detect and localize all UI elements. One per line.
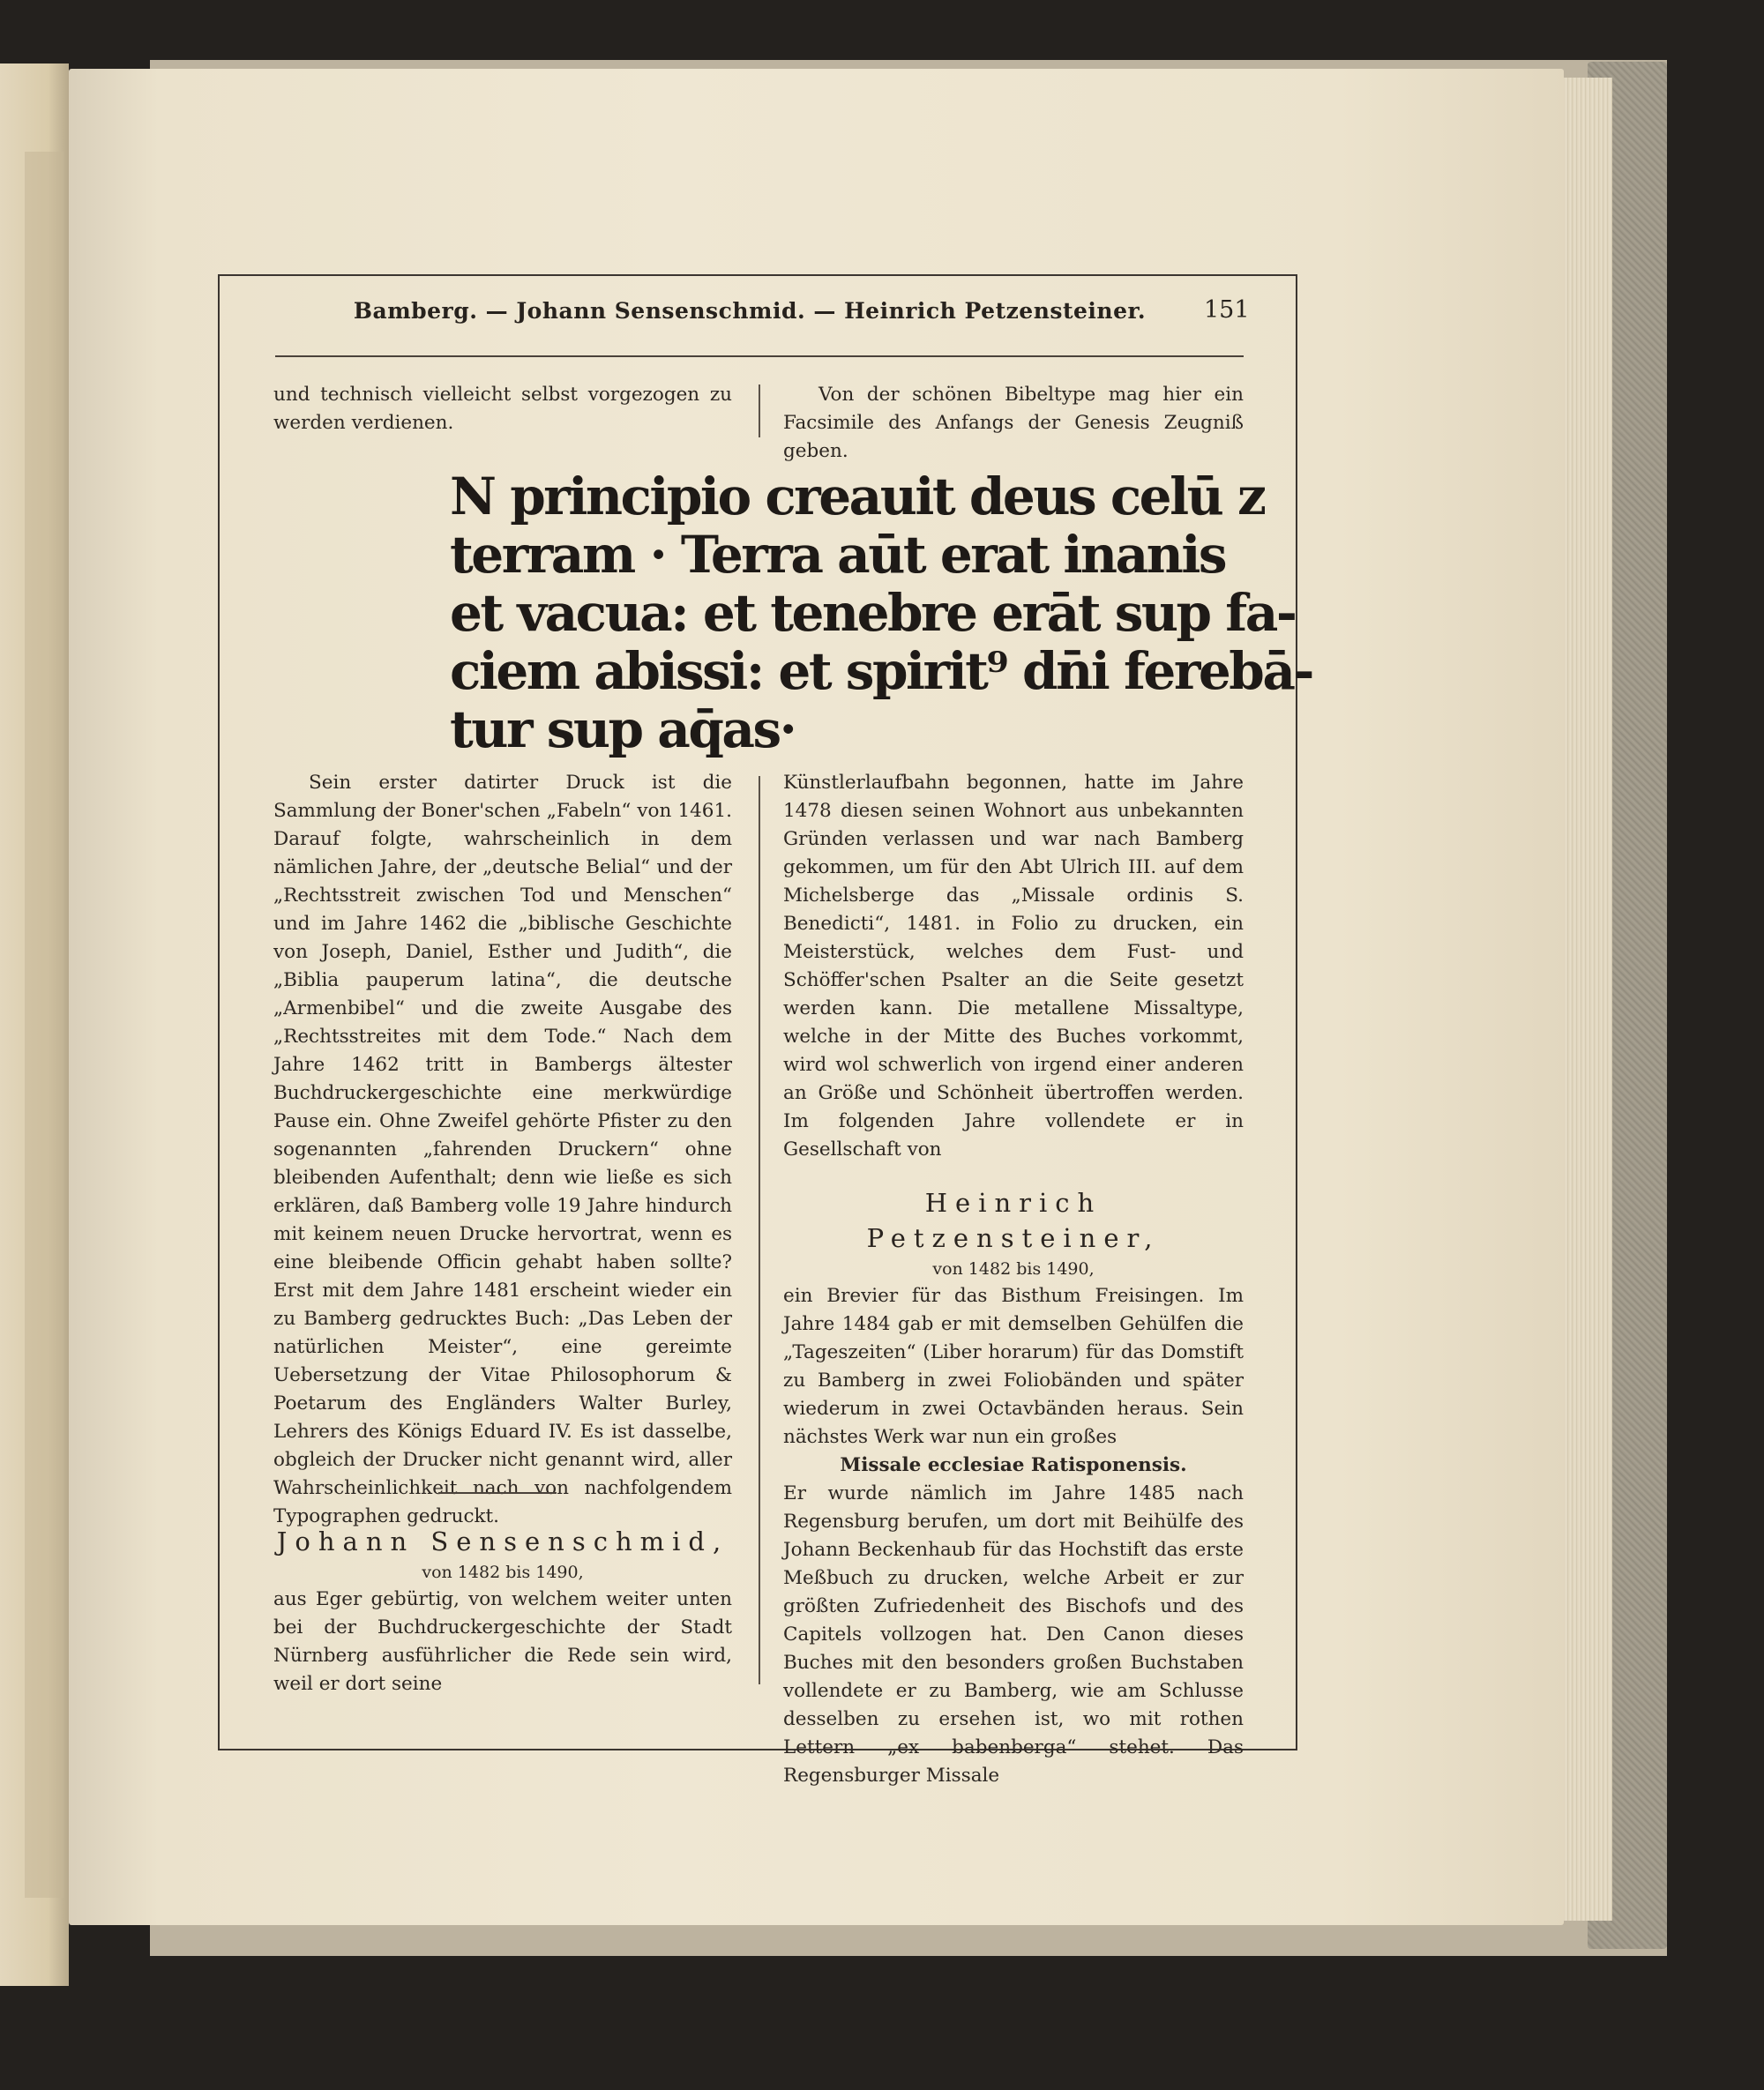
section-text-sensenschmid: aus Eger gebürtig, von welchem weiter unten bei der Buchdruckergeschichte der Stadt Nürnberg ausführlicher die Rede sein wird, weil er dort seine [273,1588,732,1695]
column-divider [759,776,760,1684]
top-left-paragraph: und technisch vielleicht selbst vorgezogen zu werden verdienen. [273,384,732,434]
top-right-text [783,381,1244,466]
top-right-paragraph: Von der schönen Bibeltype mag hier ein Facsimile des Anfangs der Genesis Zeugniß geben. [783,384,1244,462]
right-paragraph: Künstlerlaufbahn begonnen, hatte im Jahre 1478 diesen seinen Wohnort aus unbekannten Gründen verlassen und war nach Bamberg gekommen, um für den Abt Ulrich III. auf dem Michelsberge das „Missale ordinis S. Benedicti“, 1481. in Folio zu drucken, ein Meisterstück, welches dem Fust- und Schöffer'schen Psalter an die Seite gesetzt werden kann. Die metallene Missaltype, welche in der Mitte des Buches vorkommt, wird wol schwerlich von irgend einer anderen an Größe und Schönheit übertroffen werden. Im folgenden Jahre vollendete er in Gesellschaft von [783,772,1244,1161]
right-closing-text: Er wurde nämlich im Jahre 1485 nach Regensburg berufen, um dort mit Beihülfe des Johann Beckenhaub für das Hochstift das erste Meßbuch zu drucken, welche Arbeit er zur größten Zufriedenheit des Bischofs und des Capitels vollzogen hat. Den Canon dieses Buches mit den besonders großen Buchstaben vollendete er zu Bamberg, wie am Schlusse desselben zu ersehen ist, wo mit rothen Lettern „ex babenberga“ stehet. Das Regensburger Missale [783,1482,1244,1787]
facsimile-line: et vacua: et tenebre erāt sup fa- [450,583,1296,643]
facsimile-line: terram · Terra aūt erat inanis [450,525,1226,585]
top-left-text [273,381,732,437]
facsimile-line: tur sup aq̄as· [450,699,796,759]
left-section [273,1524,732,1698]
bible-type-facsimile [450,467,1312,759]
facsimile-line: N principio creauit deus celū z [450,467,1265,526]
section-rule [438,1492,557,1494]
header-rule [275,355,1244,357]
section-dates-sensenschmid: von 1482 bis 1490, [422,1563,584,1582]
facsimile-line: ciem abissi: et spirit⁹ dn̄i ferebā- [450,641,1312,701]
left-column [273,769,732,1531]
section-heading-petzensteiner: Heinrich Petzensteiner, [866,1188,1161,1253]
left-paragraph: Sein erster datirter Druck ist die Sammlung der Boner'schen „Fabeln“ von 1461. Darauf folgte, wahrscheinlich in dem nämlichen Jahre, der „deutsche Belial“ und der „Rechtsstreit zwischen Tod und Menschen“ und im Jahre 1462 die „biblische Geschichte von Joseph, Daniel, Esther und Judith“, die „Biblia pauperum latina“, die deutsche „Armenbibel“ und die zweite Ausgabe des „Rechtsstreites mit dem Tode.“ Nach dem Jahre 1462 tritt in Bambergs ältester Buchdruckergeschichte eine merkwürdige Pause ein. Ohne Zweifel gehörte Pfister zu den sogenannten „fahrenden Druckern“ ohne bleibenden Aufenthalt; denn wie ließe es sich erklären, daß Bamberg volle 19 Jahre hindurch mit keinem neuen Drucke hervortrat, wenn es eine bleibende Officin gehabt haben sollte? Erst mit dem Jahre 1481 erscheint wieder ein zu Bamberg gedrucktes Buch: „Das Leben der natürlichen Meister“, eine gereimte Uebersetzung der Vitae Philosophorum & Poetarum des Engländers Walter Burley, Lehrers des Königs Eduard IV. Es ist dasselbe, obgleich der Drucker nicht genannt wird, aller Wahrscheinlichkeit nach von nachfolgendem Typographen gedruckt. [273,772,732,1527]
section-text-petzensteiner: ein Brevier für das Bisthum Freisingen. Im Jahre 1484 gab er mit demselben Gehülfen die „Tageszeiten“ (Liber horarum) für das Domstift zu Bamberg in zwei Foliobänden und später wiederum in zwei Octavbänden heraus. Sein nächstes Werk war nun ein großes [783,1285,1244,1448]
left-page-edge [0,63,69,1986]
section-heading-sensenschmid: Johann Sensenschmid, [276,1526,729,1556]
page-stack-edge [1559,78,1612,1921]
missal-title: Missale ecclesiae Ratisponensis. [840,1454,1187,1476]
column-divider-top [759,384,760,437]
running-title: Bamberg. — Johann Sensenschmid. — Heinrich Petzensteiner. [353,298,1147,324]
right-column [783,769,1244,1790]
left-page-text-shadow [25,152,64,1898]
section-dates-petzensteiner: von 1482 bis 1490, [932,1259,1095,1279]
page-number: 151 [1204,296,1250,324]
